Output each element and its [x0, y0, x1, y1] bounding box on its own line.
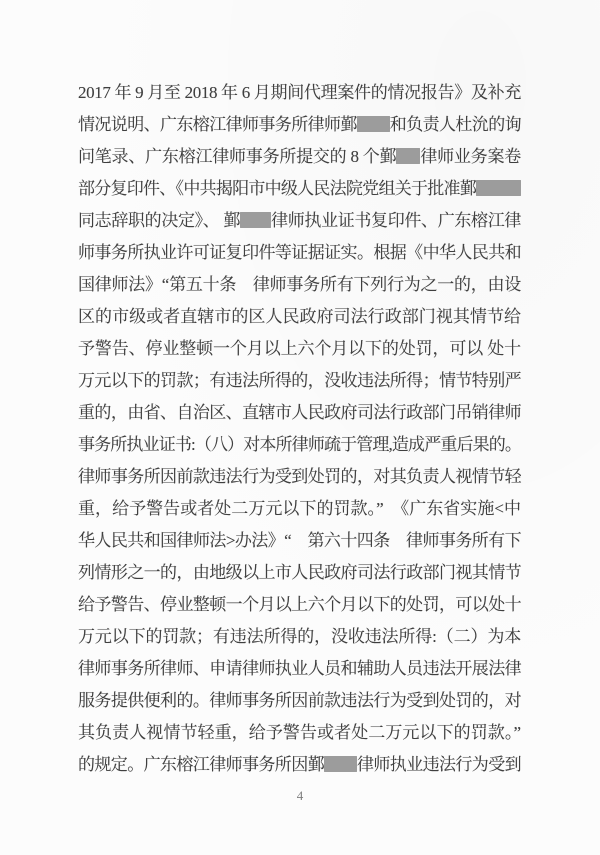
document-body [78, 77, 521, 781]
page-number: 4 [296, 788, 304, 803]
text-line: 律师事务所因前款违法行为受到处罚的，对其负责人视情节轻 [78, 467, 521, 486]
text-line: 予警告、停业整顿一个月以上六个月以下的处罚，可以 处十 [78, 339, 521, 358]
text-line: 万元以下的罚款；有违法所得的，没收违法所得；情节特别严 [78, 371, 521, 390]
text-line: 华人民共和国律师法>办法》“ 第六十四条 律师事务所有下 [78, 531, 521, 550]
text-line: 律师事务所律师、申请律师执业人员和辅助人员违法开展法律 [78, 659, 521, 678]
text-line: 给予警告、停业整顿一个月以上六个月以下的处罚，可以处十 [78, 595, 521, 614]
redaction-box [240, 212, 271, 228]
redaction-box [357, 116, 390, 132]
redaction-box [324, 756, 357, 772]
text-line: 其负责人视情节轻重，给予警告或者处二万元以下的罚款。” [78, 723, 521, 742]
text-line: 区的市级或者直辖市的区人民政府司法行政部门视其情节给 [78, 307, 521, 326]
text-line: 国律师法》“第五十条 律师事务所有下列行为之一的，由设 [78, 275, 521, 294]
text-line: 万元以下的罚款；有违法所得的，没收违法所得:（二）为本 [78, 627, 521, 646]
text-line: 列情形之一的，由地级以上市人民政府司法行政部门视其情节 [78, 563, 521, 582]
text-line: 问笔录、广东榕江律师事务所提交的 8 个鄞 律师业务案卷 [78, 147, 521, 166]
text-line: 服务提供便利的。律师事务所因前款违法行为受到处罚的，对 [78, 691, 521, 710]
redaction-box [476, 180, 521, 196]
text-line: 事务所执业证书:（八）对本所律师疏于管理,造成严重后果的。 [78, 435, 521, 454]
text-line: 同志辞职的决定》、 鄞 律师执业证书复印件、广东榕江律 [78, 211, 521, 230]
text-line: 的规定。广东榕江律师事务所因鄞 律师执业违法行为受到 [78, 755, 521, 774]
text-line: 重，给予警告或者处二万元以下的罚款。” 《广东省实施<中 [78, 499, 521, 518]
redaction-box [396, 148, 420, 164]
text-line: 情况说明、广东榕江律师事务所律师鄞 和负责人杜沇的询 [78, 115, 521, 134]
text-line: 师事务所执业许可证复印件等证据证实。根据《中华人民共和 [78, 243, 521, 262]
text-line: 2017 年 9 月至 2018 年 6 月期间代理案件的情况报告》及补充 [78, 83, 521, 102]
text-line: 重的，由省、自治区、直辖市人民政府司法行政部门吊销律师 [78, 403, 521, 422]
text-line: 部分复印件、《中共揭阳市中级人民法院党组关于批准鄞 [78, 173, 521, 205]
